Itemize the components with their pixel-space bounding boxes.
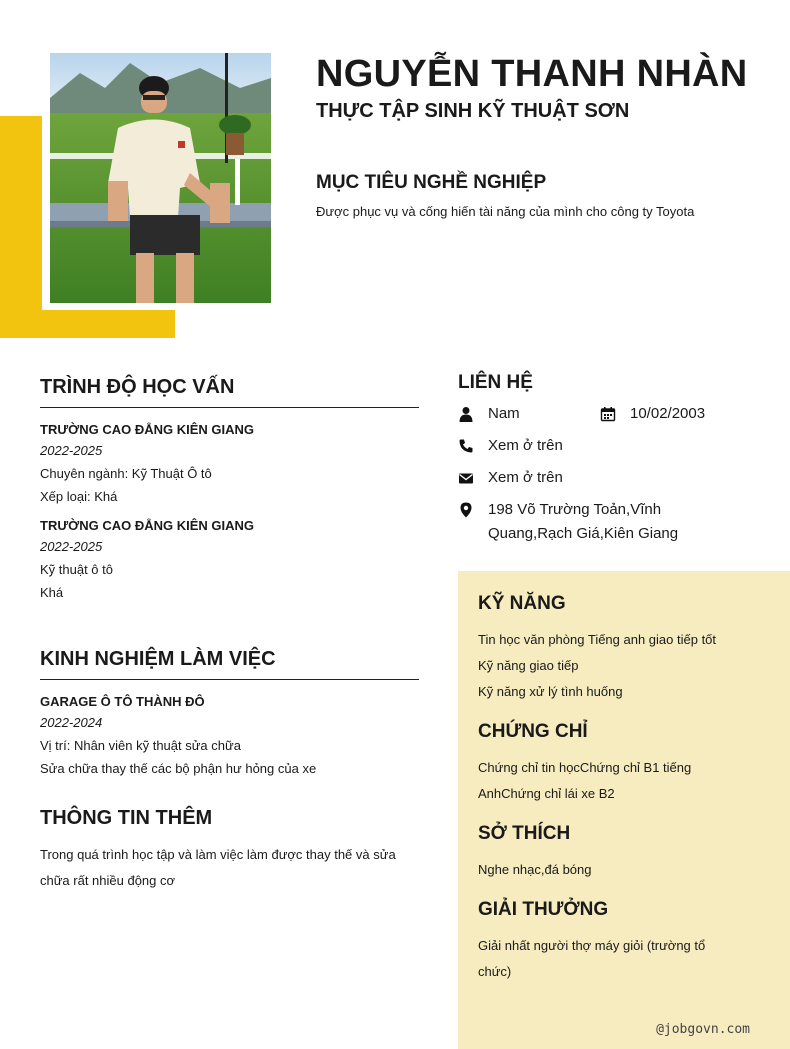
experience-title: KINH NGHIỆM LÀM VIỆC xyxy=(40,648,419,680)
education-entry xyxy=(40,422,419,504)
watermark: @jobgovn.com xyxy=(656,1022,750,1037)
address-line: Quang,Rạch Giá,Kiên Giang xyxy=(488,525,679,542)
certificate-line: AnhChứng chỉ lái xe B2 xyxy=(478,786,615,801)
skills-panel xyxy=(458,571,790,1049)
calendar-icon xyxy=(600,406,616,422)
certificates-section xyxy=(478,721,770,807)
hobbies-text: Nghe nhạc,đá bóng xyxy=(478,862,592,877)
contact-email[interactable]: Xem ở trên xyxy=(488,469,563,486)
contact-section xyxy=(458,372,778,554)
candidate-role: THỰC TẬP SINH KỸ THUẬT SƠN xyxy=(316,100,630,122)
experience-period: 2022-2024 xyxy=(40,715,103,730)
extra-info-title: THÔNG TIN THÊM xyxy=(40,807,213,829)
extra-info-text xyxy=(40,842,419,894)
company-name: GARAGE Ô TÔ THÀNH ĐÔ xyxy=(40,694,205,709)
profile-photo xyxy=(50,53,271,303)
education-section xyxy=(40,376,419,600)
education-period: 2022-2025 xyxy=(40,539,103,554)
person-icon xyxy=(458,406,474,422)
skill-item: Kỹ năng xử lý tình huống xyxy=(478,684,623,699)
education-major: Chuyên ngành: Kỹ Thuật Ô tô xyxy=(40,466,212,481)
contact-phone-row xyxy=(458,434,778,458)
extra-info-line: chữa rất nhiều động cơ xyxy=(40,873,176,888)
address-line: 198 Võ Trường Toản,Vĩnh xyxy=(488,501,662,518)
contact-dob-group xyxy=(600,402,705,426)
certificate-line: Chứng chỉ tin họcChứng chỉ B1 tiếng xyxy=(478,760,692,775)
hobbies-title: SỞ THÍCH xyxy=(478,823,571,844)
contact-gender: Nam xyxy=(488,405,520,422)
award-line: chức) xyxy=(478,964,512,979)
candidate-name: NGUYỄN THANH NHÀN xyxy=(316,53,748,95)
education-grade: Khá xyxy=(40,585,64,600)
education-period: 2022-2025 xyxy=(40,443,103,458)
contact-title: LIÊN HỆ xyxy=(458,372,533,393)
objective-title: MỤC TIÊU NGHỀ NGHIỆP xyxy=(316,172,547,193)
skills-title: KỸ NĂNG xyxy=(478,593,566,614)
award-line: Giải nhất người thợ máy giỏi (trường tổ xyxy=(478,938,706,953)
skills-section xyxy=(478,593,770,705)
school-name: TRƯỜNG CAO ĐẲNG KIÊN GIANG xyxy=(40,422,254,437)
certificates-title: CHỨNG CHỈ xyxy=(478,721,588,742)
skill-item: Kỹ năng giao tiếp xyxy=(478,658,579,673)
experience-entry xyxy=(40,694,419,776)
education-major: Kỹ thuật ô tô xyxy=(40,562,113,577)
experience-position: Vị trí: Nhân viên kỹ thuật sửa chữa xyxy=(40,738,241,753)
education-entry xyxy=(40,518,419,600)
contact-email-row xyxy=(458,466,778,490)
awards-title: GIẢI THƯỞNG xyxy=(478,899,609,920)
extra-info-section xyxy=(40,807,419,894)
header xyxy=(316,52,776,123)
awards-section xyxy=(478,899,770,985)
accent-block-left xyxy=(0,116,42,338)
contact-address xyxy=(488,498,778,546)
accent-block-bottom xyxy=(0,310,175,338)
location-pin-icon xyxy=(458,502,474,518)
skill-item: Tin học văn phòng Tiếng anh giao tiếp tốt xyxy=(478,632,717,647)
education-grade: Xếp loại: Khá xyxy=(40,489,118,504)
phone-icon xyxy=(458,438,474,454)
contact-dob: 10/02/2003 xyxy=(630,405,706,422)
hobbies-section xyxy=(478,823,770,883)
school-name: TRƯỜNG CAO ĐẲNG KIÊN GIANG xyxy=(40,518,254,533)
contact-phone[interactable]: Xem ở trên xyxy=(488,437,563,454)
contact-address-row xyxy=(458,498,778,546)
experience-section xyxy=(40,648,419,776)
objective-text: Được phục vụ và cống hiến tài năng của mình cho công ty Toyota xyxy=(316,204,695,219)
contact-gender-row xyxy=(458,402,778,426)
extra-info-line: Trong quá trình học tập và làm việc làm được thay thế và sửa xyxy=(40,847,396,862)
experience-description: Sửa chữa thay thế các bộ phận hư hỏng của xe xyxy=(40,761,317,776)
mail-icon xyxy=(458,470,474,486)
education-title: TRÌNH ĐỘ HỌC VẤN xyxy=(40,376,419,408)
career-objective xyxy=(316,172,776,219)
